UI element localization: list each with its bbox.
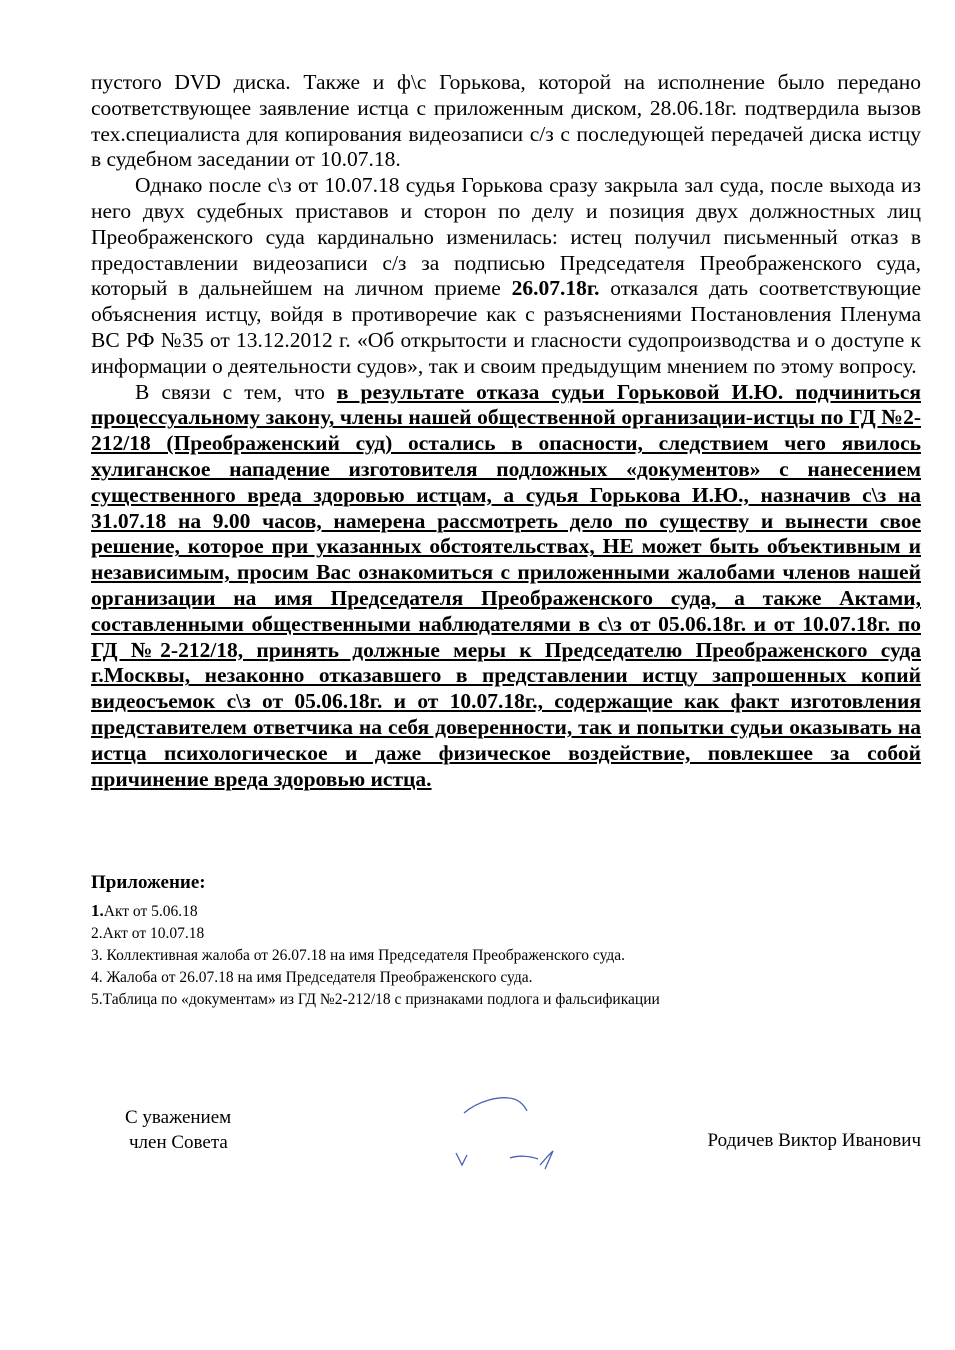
paragraph-2: [91, 173, 921, 379]
paragraph-3-request: в результате отказа судьи Горьковой И.Ю. подчиниться процессуальному закону, члены нашей общественной организации-истцы по ГД №2-212/18 (Преображенский суд) остались в опасности, следствием чего явилось хулиганское нападение изготовителя подложных «документов» с нанесением существенного вреда здоровью истцам, а судья Горькова И.Ю., назначив с\з на 31.07.18 на 9.00 часов, намерена рассмотреть дело по существу и вынести свое решение, которое при указанных обстоятельствах, НЕ может быть объективным и независимым, просим Вас ознакомиться с приложенными жалобами членов нашей организации на имя Председателя Преображенского суда, а также Актами, составленными общественными наблюдателями в с\з от 05.06.18г. и от 10.07.18г. по ГД №2-212/18, принять должные меры к Председателю Преображенского суда г.Москвы, незаконно отказавшего в представлении истцу запрошенных копий видеосъемок с\з от 05.06.18г. и от 10.07.18г., содержащие как факт изготовления представителем ответчика на себя доверенности, так и попытки судьи оказывать на истца психологическое и даже физическое воздействие, повлекшее за собой причинение вреда здоровью истца.: [91, 379, 921, 791]
attachment-text: Акт от 5.06.18: [103, 903, 198, 920]
signature-stroke: [510, 1156, 538, 1159]
attachments-list: [91, 900, 660, 1011]
paragraph-3-lead: В связи с тем, что: [135, 379, 337, 404]
attachment-item: 4. Жалоба от 26.07.18 на имя Председателя Преображенского суда.: [91, 969, 533, 986]
attachment-item: 2.Акт от 10.07.18: [91, 925, 205, 942]
attachments-title: Приложение:: [91, 872, 206, 893]
attachment-item: 3. Коллективная жалоба от 26.07.18 на имя Председателя Преображенского суда.: [91, 947, 626, 964]
attachment-number: 1.: [91, 901, 104, 920]
paragraph-2-part-b: отказался дать соответствующие объяснения истцу, войдя в противоречие как с разъяснениями Постановления Пленума ВС РФ №35 от 13.12.2012 г. «Об открытости и гласности судопроизводства и о доступе к информации о деятельности судов», так и своим предыдущим мнением по этому вопросу.: [91, 276, 921, 378]
attachment-item: [91, 900, 660, 923]
signature-stroke: [540, 1151, 553, 1169]
paragraph-2-date: 26.07.18г.: [511, 276, 600, 301]
paragraph-2-part-a: Однако после с\з от 10.07.18 судья Горькова сразу закрыла зал суда, после выхода из него двух судебных приставов и сторон по делу и позиция двух должностных лиц Преображенского суда кардинально изменилась: истец получил письменный отказ в предоставлении видеозаписи с/з за подписью Председателя Преображенского суда, который в дальнейшем на личном приеме: [91, 173, 921, 301]
paragraph-3: [91, 380, 921, 793]
paragraph-1: пустого DVD диска. Также и ф\с Горькова, которой на исполнение было передано соответствующее заявление истца с приложенным диском, 28.06.18г. подтвердила вызов тех.специалиста для копирования видеозаписи с/з с последующей передачей диска истцу в судебном заседании от 10.07.18.: [91, 70, 921, 172]
body-text: [91, 70, 921, 792]
handwritten-signature: [450, 1095, 580, 1180]
signer-name: Родичев Виктор Иванович: [707, 1130, 921, 1151]
closing-greeting: С уважением: [125, 1107, 232, 1128]
closing-block: [125, 1105, 231, 1155]
attachment-item: 5.Таблица по «документам» из ГД №2-212/18 с признаками подлога и фальсификации: [91, 991, 660, 1008]
signature-stroke: [456, 1153, 467, 1165]
signature-stroke: [464, 1098, 527, 1113]
closing-position: член Совета: [129, 1132, 228, 1153]
